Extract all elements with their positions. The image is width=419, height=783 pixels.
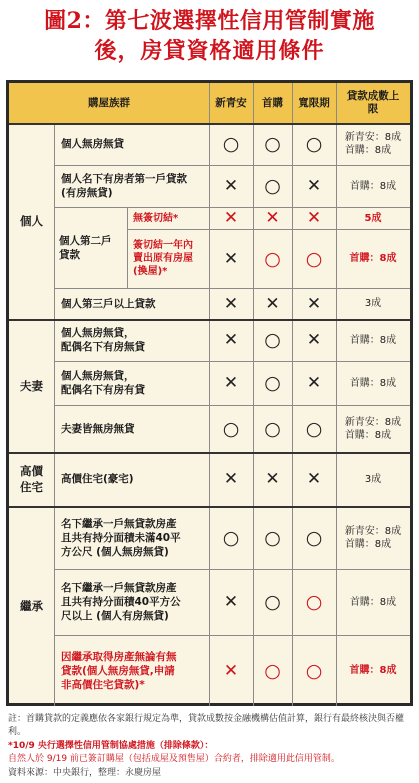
- ineligible-mark-icon: ✕: [223, 469, 239, 489]
- loan-ratio-value: 新青安：8成 首購：8成: [344, 416, 402, 441]
- eligible-mark-icon: ○: [264, 247, 281, 270]
- row-description: 個人無房無貸: [61, 138, 124, 150]
- page-title: [0, 6, 419, 66]
- eligible-mark-icon: ○: [264, 175, 281, 197]
- group-individual: 個人: [20, 214, 43, 228]
- title-line-1: 圖2：第七波選擇性信用管制實施: [44, 8, 375, 34]
- row-description: 個人無房無貸， 配偶名下有房無貸: [61, 327, 145, 353]
- row-description: 簽切結一年內 賣出原有房屋 (換屋)*: [133, 240, 193, 277]
- eligible-mark-icon: ○: [305, 133, 323, 155]
- row-description: 名下繼承一戶無貸款房產 且共有持分面積未滿40平 方公尺 (個人無房無貸): [61, 517, 181, 558]
- exclusion-title: *10/9 央行選擇性信用管制協處措施（排除條款）：: [8, 741, 214, 751]
- loan-ratio-value: 首購：8成: [349, 377, 397, 389]
- eligible-mark-icon: ○: [264, 659, 281, 682]
- loan-ratio-value: 首購：8成: [349, 334, 397, 346]
- header-first-home: 首購: [262, 96, 283, 109]
- header-grace-period: 寬限期: [298, 96, 330, 109]
- eligible-mark-icon: ○: [305, 526, 323, 549]
- footnote: 註：首購貸款的定義應依各家銀行規定為準，貸款成數按金融機構估值計算，銀行有最終核決與否權利。: [8, 714, 405, 737]
- loan-ratio-value: 首購：8成: [349, 665, 397, 676]
- header-new-youth-loan: 新青安: [215, 96, 247, 109]
- loan-ratio-value: 首購：8成: [349, 253, 397, 264]
- ineligible-mark-icon: ✕: [223, 330, 239, 350]
- title-line-2: 後，房貸資格適用條件: [94, 38, 325, 64]
- ineligible-mark-icon: ✕: [265, 293, 280, 314]
- ineligible-mark-icon: ✕: [223, 208, 239, 228]
- ineligible-mark-icon: ✕: [223, 660, 239, 681]
- eligible-mark-icon: ○: [264, 526, 281, 549]
- header-loan-ratio: 貸款成數上限: [346, 90, 400, 115]
- eligible-mark-icon: ○: [264, 133, 281, 155]
- divider: [127, 207, 128, 288]
- group-inheritance: 繼承: [20, 599, 43, 613]
- ineligible-mark-icon: ✕: [306, 293, 322, 314]
- eligible-mark-icon: ○: [264, 329, 281, 351]
- row-description: 個人第三戶以上貸款: [61, 297, 156, 310]
- group-couple: 夫妻: [20, 378, 43, 393]
- source-credit: 資料來源：中央銀行，整理：永慶房屋: [8, 768, 162, 778]
- row-description: 因繼承取得房產無論有無 貸款(個人無房無貸,申請 非高價住宅貸款)*: [61, 650, 177, 691]
- ineligible-mark-icon: ✕: [306, 208, 322, 228]
- eligible-mark-icon: ○: [264, 417, 281, 440]
- ineligible-mark-icon: ✕: [306, 176, 322, 196]
- row-description: 高價住宅(豪宅): [61, 473, 134, 485]
- eligible-mark-icon: ○: [222, 417, 240, 440]
- row-description: 個人無房無貸， 配偶名下有房有貸: [61, 370, 145, 396]
- eligible-mark-icon: ○: [222, 526, 240, 549]
- eligible-mark-icon: ○: [305, 417, 323, 440]
- row-description: 無簽切結*: [133, 212, 179, 224]
- exclusion-body: 自然人於 9/19 前已簽訂購屋（包括成屋及預售屋）合約者，排除適用此信用管制。: [8, 754, 340, 764]
- eligible-mark-icon: ○: [222, 133, 240, 155]
- row-description: 夫妻皆無房無貸: [61, 422, 135, 435]
- loan-ratio-value: 首購：8成: [349, 596, 397, 608]
- loan-ratio-value: 5成: [364, 212, 382, 224]
- eligible-mark-icon: ○: [305, 591, 323, 613]
- eligible-mark-icon: ○: [305, 659, 323, 682]
- ineligible-mark-icon: ✕: [306, 330, 322, 350]
- loan-ratio-value: 新青安：8成 首購：8成: [344, 525, 402, 550]
- loan-ratio-value: 3成: [364, 473, 382, 485]
- header-buyer-group: 購屋族群: [88, 96, 130, 109]
- ineligible-mark-icon: ✕: [265, 469, 280, 489]
- ineligible-mark-icon: ✕: [306, 373, 322, 393]
- ineligible-mark-icon: ✕: [223, 176, 239, 196]
- loan-ratio-value: 3成: [364, 298, 382, 309]
- loan-ratio-value: 首購：8成: [349, 180, 397, 192]
- ineligible-mark-icon: ✕: [306, 469, 322, 489]
- eligible-mark-icon: ○: [264, 591, 281, 613]
- eligible-mark-icon: ○: [264, 372, 281, 394]
- group-luxury: 高價住宅: [20, 464, 43, 494]
- ineligible-mark-icon: ✕: [223, 592, 239, 612]
- ineligible-mark-icon: ✕: [265, 208, 280, 228]
- loan-ratio-value: 新青安：8成 首購：8成: [344, 132, 402, 156]
- ineligible-mark-icon: ✕: [223, 248, 239, 269]
- row-description: 個人名下有房者第一戶貸款 (有房無貸): [61, 173, 187, 199]
- ineligible-mark-icon: ✕: [223, 373, 239, 393]
- ineligible-mark-icon: ✕: [223, 293, 239, 314]
- eligible-mark-icon: ○: [305, 247, 323, 270]
- second-home-label: 個人第二戶 貸款: [59, 234, 112, 261]
- row-description: 名下繼承一戶無貸款房產 且共有持分面積40平方公 尺以上 (個人有房無貸): [61, 582, 181, 622]
- divider: [54, 123, 55, 706]
- eligibility-table: [6, 80, 413, 706]
